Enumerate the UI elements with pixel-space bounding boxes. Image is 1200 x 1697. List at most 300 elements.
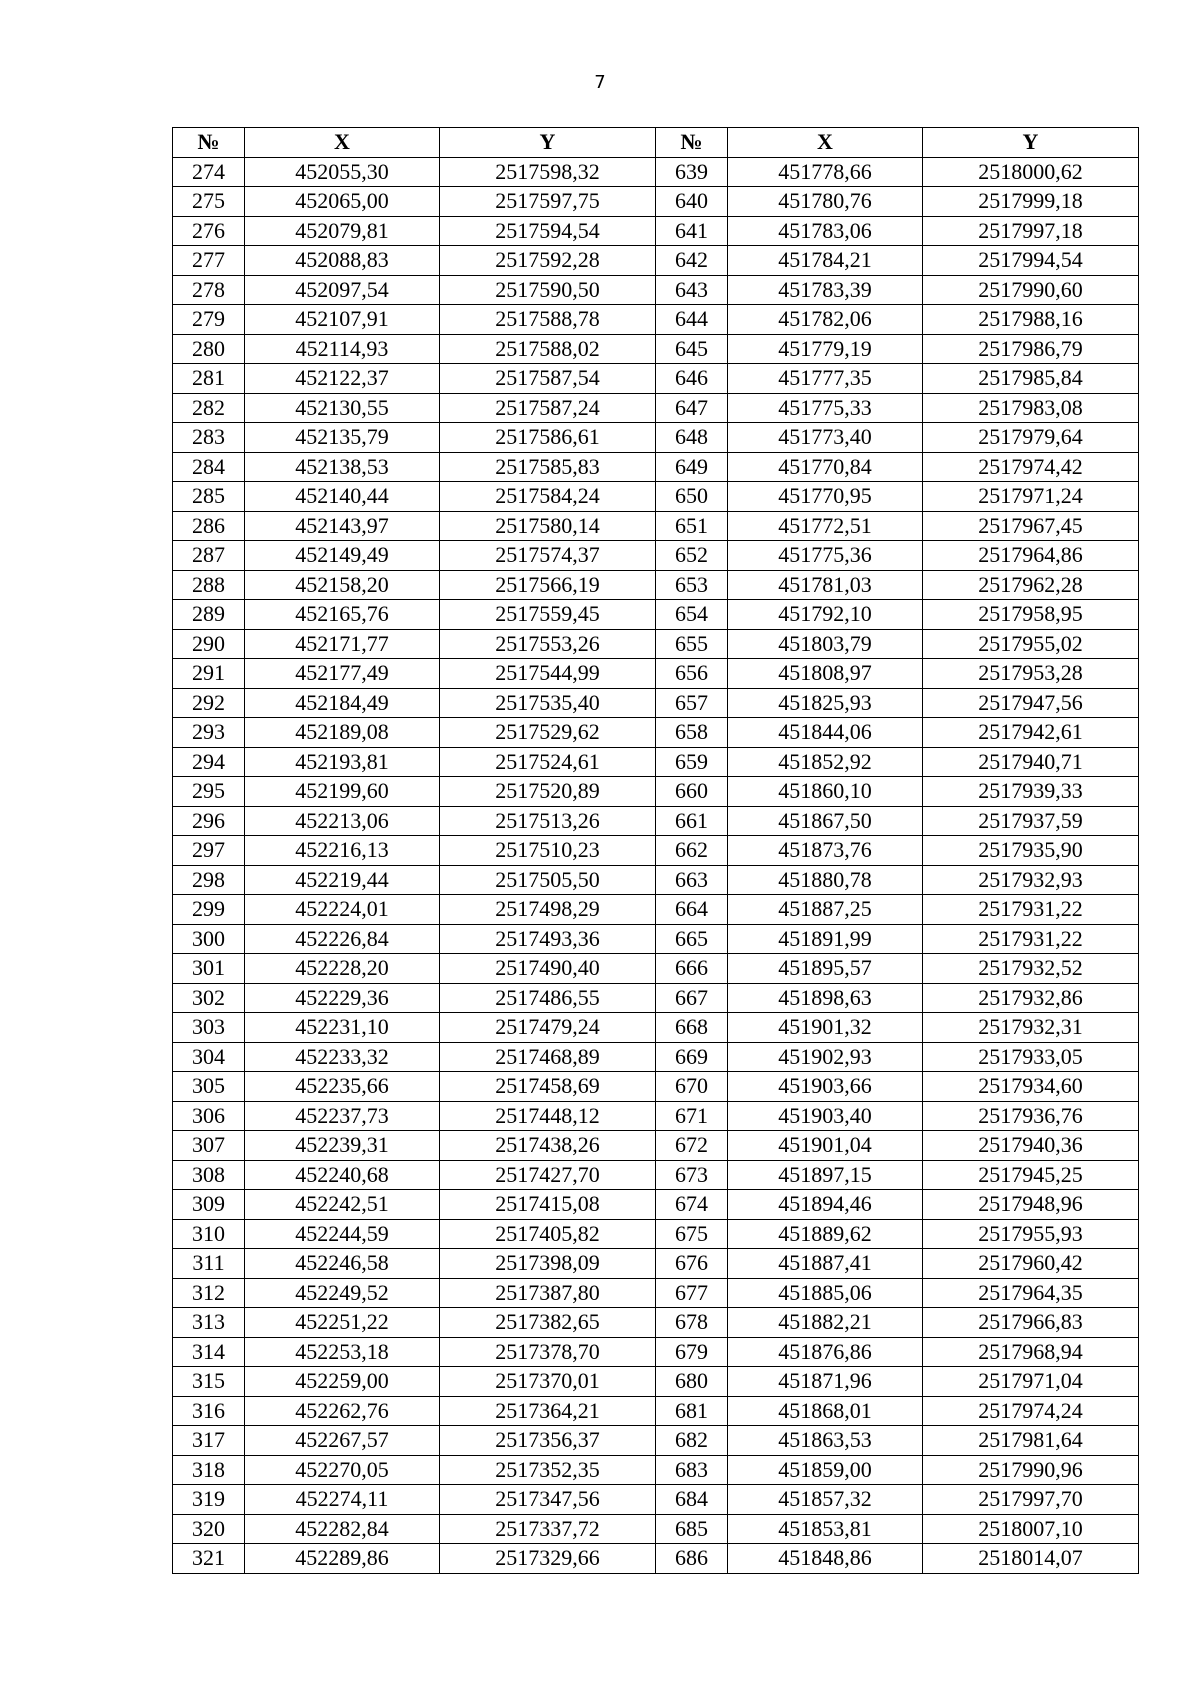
y-coordinate-cell: 2517940,71	[923, 747, 1139, 777]
point-number-cell: 677	[656, 1278, 728, 1308]
x-coordinate-cell: 452055,30	[245, 157, 440, 187]
table-row	[173, 334, 1139, 364]
y-coordinate-cell: 2517387,80	[440, 1278, 656, 1308]
x-coordinate-cell: 452253,18	[245, 1337, 440, 1367]
x-coordinate-cell: 452259,00	[245, 1367, 440, 1397]
x-coordinate-cell: 451887,25	[728, 895, 923, 925]
point-number-cell: 321	[173, 1544, 245, 1574]
x-coordinate-cell: 451887,41	[728, 1249, 923, 1279]
point-number-cell: 654	[656, 600, 728, 630]
point-number-cell: 669	[656, 1042, 728, 1072]
point-number-cell: 300	[173, 924, 245, 954]
y-coordinate-cell: 2517438,26	[440, 1131, 656, 1161]
y-coordinate-cell: 2517505,50	[440, 865, 656, 895]
x-coordinate-cell: 451876,86	[728, 1337, 923, 1367]
x-coordinate-cell: 451844,06	[728, 718, 923, 748]
x-coordinate-cell: 452114,93	[245, 334, 440, 364]
table-row	[173, 541, 1139, 571]
y-coordinate-cell: 2517933,05	[923, 1042, 1139, 1072]
column-header-number-right: №	[656, 128, 728, 158]
table-row	[173, 305, 1139, 335]
point-number-cell: 641	[656, 216, 728, 246]
y-coordinate-cell: 2517955,02	[923, 629, 1139, 659]
table-row	[173, 629, 1139, 659]
column-header-y-left: Y	[440, 128, 656, 158]
y-coordinate-cell: 2517592,28	[440, 246, 656, 276]
table-body	[173, 157, 1139, 1573]
y-coordinate-cell: 2517955,93	[923, 1219, 1139, 1249]
x-coordinate-cell: 452246,58	[245, 1249, 440, 1279]
table-row	[173, 570, 1139, 600]
point-number-cell: 663	[656, 865, 728, 895]
y-coordinate-cell: 2517997,18	[923, 216, 1139, 246]
x-coordinate-cell: 452158,20	[245, 570, 440, 600]
point-number-cell: 671	[656, 1101, 728, 1131]
x-coordinate-cell: 451898,63	[728, 983, 923, 1013]
table-row	[173, 216, 1139, 246]
table-row	[173, 511, 1139, 541]
y-coordinate-cell: 2517524,61	[440, 747, 656, 777]
point-number-cell: 283	[173, 423, 245, 453]
table-row	[173, 924, 1139, 954]
x-coordinate-cell: 452088,83	[245, 246, 440, 276]
x-coordinate-cell: 452079,81	[245, 216, 440, 246]
x-coordinate-cell: 451779,19	[728, 334, 923, 364]
x-coordinate-cell: 452213,06	[245, 806, 440, 836]
x-coordinate-cell: 451863,53	[728, 1426, 923, 1456]
table-row	[173, 482, 1139, 512]
y-coordinate-cell: 2518007,10	[923, 1514, 1139, 1544]
table-row	[173, 1219, 1139, 1249]
x-coordinate-cell: 451770,95	[728, 482, 923, 512]
x-coordinate-cell: 452065,00	[245, 187, 440, 217]
y-coordinate-cell: 2517364,21	[440, 1396, 656, 1426]
point-number-cell: 674	[656, 1190, 728, 1220]
y-coordinate-cell: 2517585,83	[440, 452, 656, 482]
point-number-cell: 279	[173, 305, 245, 335]
point-number-cell: 309	[173, 1190, 245, 1220]
point-number-cell: 643	[656, 275, 728, 305]
y-coordinate-cell: 2517490,40	[440, 954, 656, 984]
y-coordinate-cell: 2517940,36	[923, 1131, 1139, 1161]
point-number-cell: 288	[173, 570, 245, 600]
x-coordinate-cell: 451901,32	[728, 1013, 923, 1043]
x-coordinate-cell: 452267,57	[245, 1426, 440, 1456]
x-coordinate-cell: 452193,81	[245, 747, 440, 777]
point-number-cell: 304	[173, 1042, 245, 1072]
table-row	[173, 983, 1139, 1013]
table-row	[173, 836, 1139, 866]
x-coordinate-cell: 452237,73	[245, 1101, 440, 1131]
y-coordinate-cell: 2517598,32	[440, 157, 656, 187]
y-coordinate-cell: 2517427,70	[440, 1160, 656, 1190]
x-coordinate-cell: 451894,46	[728, 1190, 923, 1220]
point-number-cell: 295	[173, 777, 245, 807]
point-number-cell: 665	[656, 924, 728, 954]
point-number-cell: 298	[173, 865, 245, 895]
point-number-cell: 644	[656, 305, 728, 335]
column-header-number-left: №	[173, 128, 245, 158]
y-coordinate-cell: 2517356,37	[440, 1426, 656, 1456]
x-coordinate-cell: 452235,66	[245, 1072, 440, 1102]
y-coordinate-cell: 2517966,83	[923, 1308, 1139, 1338]
x-coordinate-cell: 451784,21	[728, 246, 923, 276]
table-row	[173, 1396, 1139, 1426]
x-coordinate-cell: 451880,78	[728, 865, 923, 895]
point-number-cell: 302	[173, 983, 245, 1013]
x-coordinate-cell: 451778,66	[728, 157, 923, 187]
point-number-cell: 303	[173, 1013, 245, 1043]
x-coordinate-cell: 452233,32	[245, 1042, 440, 1072]
table-row	[173, 1160, 1139, 1190]
table-row	[173, 393, 1139, 423]
column-header-x-right: X	[728, 128, 923, 158]
table-row	[173, 246, 1139, 276]
point-number-cell: 281	[173, 364, 245, 394]
x-coordinate-cell: 452240,68	[245, 1160, 440, 1190]
point-number-cell: 645	[656, 334, 728, 364]
y-coordinate-cell: 2517553,26	[440, 629, 656, 659]
table-row	[173, 600, 1139, 630]
table-row	[173, 1249, 1139, 1279]
point-number-cell: 311	[173, 1249, 245, 1279]
point-number-cell: 650	[656, 482, 728, 512]
point-number-cell: 313	[173, 1308, 245, 1338]
header-row	[173, 128, 1139, 158]
point-number-cell: 285	[173, 482, 245, 512]
point-number-cell: 642	[656, 246, 728, 276]
table-row	[173, 895, 1139, 925]
point-number-cell: 278	[173, 275, 245, 305]
point-number-cell: 293	[173, 718, 245, 748]
y-coordinate-cell: 2517979,64	[923, 423, 1139, 453]
x-coordinate-cell: 451891,99	[728, 924, 923, 954]
x-coordinate-cell: 451857,32	[728, 1485, 923, 1515]
y-coordinate-cell: 2517945,25	[923, 1160, 1139, 1190]
point-number-cell: 657	[656, 688, 728, 718]
point-number-cell: 664	[656, 895, 728, 925]
point-number-cell: 292	[173, 688, 245, 718]
y-coordinate-cell: 2517997,70	[923, 1485, 1139, 1515]
x-coordinate-cell: 451889,62	[728, 1219, 923, 1249]
y-coordinate-cell: 2517960,42	[923, 1249, 1139, 1279]
x-coordinate-cell: 452097,54	[245, 275, 440, 305]
point-number-cell: 684	[656, 1485, 728, 1515]
y-coordinate-cell: 2517932,93	[923, 865, 1139, 895]
x-coordinate-cell: 452251,22	[245, 1308, 440, 1338]
table-row	[173, 1455, 1139, 1485]
point-number-cell: 666	[656, 954, 728, 984]
x-coordinate-cell: 451781,03	[728, 570, 923, 600]
y-coordinate-cell: 2517584,24	[440, 482, 656, 512]
y-coordinate-cell: 2517493,36	[440, 924, 656, 954]
point-number-cell: 686	[656, 1544, 728, 1574]
point-number-cell: 647	[656, 393, 728, 423]
y-coordinate-cell: 2517948,96	[923, 1190, 1139, 1220]
y-coordinate-cell: 2517968,94	[923, 1337, 1139, 1367]
x-coordinate-cell: 452177,49	[245, 659, 440, 689]
x-coordinate-cell: 452274,11	[245, 1485, 440, 1515]
point-number-cell: 639	[656, 157, 728, 187]
x-coordinate-cell: 451871,96	[728, 1367, 923, 1397]
point-number-cell: 652	[656, 541, 728, 571]
x-coordinate-cell: 451825,93	[728, 688, 923, 718]
x-coordinate-cell: 451770,84	[728, 452, 923, 482]
y-coordinate-cell: 2517587,24	[440, 393, 656, 423]
y-coordinate-cell: 2517983,08	[923, 393, 1139, 423]
x-coordinate-cell: 451868,01	[728, 1396, 923, 1426]
y-coordinate-cell: 2517370,01	[440, 1367, 656, 1397]
y-coordinate-cell: 2517974,24	[923, 1396, 1139, 1426]
x-coordinate-cell: 452231,10	[245, 1013, 440, 1043]
table-row	[173, 157, 1139, 187]
y-coordinate-cell: 2517971,24	[923, 482, 1139, 512]
table-row	[173, 1514, 1139, 1544]
point-number-cell: 676	[656, 1249, 728, 1279]
table-row	[173, 1426, 1139, 1456]
point-number-cell: 290	[173, 629, 245, 659]
point-number-cell: 655	[656, 629, 728, 659]
point-number-cell: 320	[173, 1514, 245, 1544]
y-coordinate-cell: 2517329,66	[440, 1544, 656, 1574]
x-coordinate-cell: 451853,81	[728, 1514, 923, 1544]
page-number: 7	[594, 72, 606, 93]
x-coordinate-cell: 451903,40	[728, 1101, 923, 1131]
point-number-cell: 682	[656, 1426, 728, 1456]
y-coordinate-cell: 2517405,82	[440, 1219, 656, 1249]
table-row	[173, 1101, 1139, 1131]
point-number-cell: 658	[656, 718, 728, 748]
y-coordinate-cell: 2517999,18	[923, 187, 1139, 217]
point-number-cell: 653	[656, 570, 728, 600]
point-number-cell: 312	[173, 1278, 245, 1308]
y-coordinate-cell: 2517964,86	[923, 541, 1139, 571]
y-coordinate-cell: 2517964,35	[923, 1278, 1139, 1308]
x-coordinate-cell: 452138,53	[245, 452, 440, 482]
point-number-cell: 294	[173, 747, 245, 777]
y-coordinate-cell: 2517574,37	[440, 541, 656, 571]
x-coordinate-cell: 451803,79	[728, 629, 923, 659]
point-number-cell: 315	[173, 1367, 245, 1397]
x-coordinate-cell: 451780,76	[728, 187, 923, 217]
point-number-cell: 296	[173, 806, 245, 836]
x-coordinate-cell: 452262,76	[245, 1396, 440, 1426]
point-number-cell: 685	[656, 1514, 728, 1544]
point-number-cell: 314	[173, 1337, 245, 1367]
y-coordinate-cell: 2517990,60	[923, 275, 1139, 305]
y-coordinate-cell: 2517988,16	[923, 305, 1139, 335]
point-number-cell: 317	[173, 1426, 245, 1456]
x-coordinate-cell: 452107,91	[245, 305, 440, 335]
x-coordinate-cell: 452228,20	[245, 954, 440, 984]
table-row	[173, 659, 1139, 689]
y-coordinate-cell: 2517932,86	[923, 983, 1139, 1013]
x-coordinate-cell: 452189,08	[245, 718, 440, 748]
y-coordinate-cell: 2517559,45	[440, 600, 656, 630]
point-number-cell: 274	[173, 157, 245, 187]
x-coordinate-cell: 451860,10	[728, 777, 923, 807]
y-coordinate-cell: 2517529,62	[440, 718, 656, 748]
y-coordinate-cell: 2517580,14	[440, 511, 656, 541]
y-coordinate-cell: 2517586,61	[440, 423, 656, 453]
point-number-cell: 672	[656, 1131, 728, 1161]
column-header-y-right: Y	[923, 128, 1139, 158]
point-number-cell: 681	[656, 1396, 728, 1426]
table-row	[173, 865, 1139, 895]
x-coordinate-cell: 451775,36	[728, 541, 923, 571]
x-coordinate-cell: 451897,15	[728, 1160, 923, 1190]
x-coordinate-cell: 452242,51	[245, 1190, 440, 1220]
y-coordinate-cell: 2517535,40	[440, 688, 656, 718]
y-coordinate-cell: 2517468,89	[440, 1042, 656, 1072]
y-coordinate-cell: 2517566,19	[440, 570, 656, 600]
point-number-cell: 282	[173, 393, 245, 423]
x-coordinate-cell: 451848,86	[728, 1544, 923, 1574]
x-coordinate-cell: 452199,60	[245, 777, 440, 807]
table-row	[173, 1308, 1139, 1338]
y-coordinate-cell: 2517448,12	[440, 1101, 656, 1131]
x-coordinate-cell: 451773,40	[728, 423, 923, 453]
point-number-cell: 297	[173, 836, 245, 866]
point-number-cell: 275	[173, 187, 245, 217]
y-coordinate-cell: 2517544,99	[440, 659, 656, 689]
table-row	[173, 452, 1139, 482]
point-number-cell: 649	[656, 452, 728, 482]
point-number-cell: 280	[173, 334, 245, 364]
x-coordinate-cell: 452244,59	[245, 1219, 440, 1249]
point-number-cell: 646	[656, 364, 728, 394]
x-coordinate-cell: 452224,01	[245, 895, 440, 925]
y-coordinate-cell: 2517935,90	[923, 836, 1139, 866]
y-coordinate-cell: 2517588,78	[440, 305, 656, 335]
point-number-cell: 287	[173, 541, 245, 571]
point-number-cell: 277	[173, 246, 245, 276]
point-number-cell: 305	[173, 1072, 245, 1102]
y-coordinate-cell: 2517934,60	[923, 1072, 1139, 1102]
y-coordinate-cell: 2517986,79	[923, 334, 1139, 364]
point-number-cell: 661	[656, 806, 728, 836]
x-coordinate-cell: 451867,50	[728, 806, 923, 836]
table-row	[173, 777, 1139, 807]
x-coordinate-cell: 451902,93	[728, 1042, 923, 1072]
point-number-cell: 640	[656, 187, 728, 217]
x-coordinate-cell: 452143,97	[245, 511, 440, 541]
point-number-cell: 308	[173, 1160, 245, 1190]
y-coordinate-cell: 2517971,04	[923, 1367, 1139, 1397]
point-number-cell: 675	[656, 1219, 728, 1249]
point-number-cell: 659	[656, 747, 728, 777]
y-coordinate-cell: 2517513,26	[440, 806, 656, 836]
y-coordinate-cell: 2517990,96	[923, 1455, 1139, 1485]
y-coordinate-cell: 2518000,62	[923, 157, 1139, 187]
x-coordinate-cell: 452270,05	[245, 1455, 440, 1485]
table-row	[173, 1013, 1139, 1043]
x-coordinate-cell: 452226,84	[245, 924, 440, 954]
x-coordinate-cell: 451772,51	[728, 511, 923, 541]
table-row	[173, 1131, 1139, 1161]
table-row	[173, 747, 1139, 777]
point-number-cell: 276	[173, 216, 245, 246]
y-coordinate-cell: 2517415,08	[440, 1190, 656, 1220]
point-number-cell: 299	[173, 895, 245, 925]
x-coordinate-cell: 451808,97	[728, 659, 923, 689]
table-row	[173, 1190, 1139, 1220]
y-coordinate-cell: 2517352,35	[440, 1455, 656, 1485]
point-number-cell: 656	[656, 659, 728, 689]
y-coordinate-cell: 2517597,75	[440, 187, 656, 217]
y-coordinate-cell: 2517937,59	[923, 806, 1139, 836]
point-number-cell: 316	[173, 1396, 245, 1426]
table-row	[173, 423, 1139, 453]
x-coordinate-cell: 452289,86	[245, 1544, 440, 1574]
table-row	[173, 1485, 1139, 1515]
x-coordinate-cell: 451901,04	[728, 1131, 923, 1161]
y-coordinate-cell: 2517458,69	[440, 1072, 656, 1102]
point-number-cell: 291	[173, 659, 245, 689]
x-coordinate-cell: 452216,13	[245, 836, 440, 866]
y-coordinate-cell: 2518014,07	[923, 1544, 1139, 1574]
point-number-cell: 679	[656, 1337, 728, 1367]
table-row	[173, 1337, 1139, 1367]
point-number-cell: 310	[173, 1219, 245, 1249]
point-number-cell: 651	[656, 511, 728, 541]
table-row	[173, 806, 1139, 836]
y-coordinate-cell: 2517974,42	[923, 452, 1139, 482]
y-coordinate-cell: 2517953,28	[923, 659, 1139, 689]
x-coordinate-cell: 451859,00	[728, 1455, 923, 1485]
x-coordinate-cell: 452239,31	[245, 1131, 440, 1161]
y-coordinate-cell: 2517590,50	[440, 275, 656, 305]
x-coordinate-cell: 451783,06	[728, 216, 923, 246]
table-row	[173, 1072, 1139, 1102]
x-coordinate-cell: 452219,44	[245, 865, 440, 895]
point-number-cell: 662	[656, 836, 728, 866]
y-coordinate-cell: 2517958,95	[923, 600, 1139, 630]
y-coordinate-cell: 2517932,52	[923, 954, 1139, 984]
x-coordinate-cell: 451903,66	[728, 1072, 923, 1102]
point-number-cell: 668	[656, 1013, 728, 1043]
y-coordinate-cell: 2517931,22	[923, 895, 1139, 925]
y-coordinate-cell: 2517498,29	[440, 895, 656, 925]
y-coordinate-cell: 2517936,76	[923, 1101, 1139, 1131]
point-number-cell: 306	[173, 1101, 245, 1131]
x-coordinate-cell: 452165,76	[245, 600, 440, 630]
table-row	[173, 954, 1139, 984]
x-coordinate-cell: 451775,33	[728, 393, 923, 423]
x-coordinate-cell: 452249,52	[245, 1278, 440, 1308]
x-coordinate-cell: 451885,06	[728, 1278, 923, 1308]
x-coordinate-cell: 452229,36	[245, 983, 440, 1013]
column-header-x-left: X	[245, 128, 440, 158]
point-number-cell: 670	[656, 1072, 728, 1102]
table-row	[173, 1042, 1139, 1072]
point-number-cell: 673	[656, 1160, 728, 1190]
x-coordinate-cell: 452149,49	[245, 541, 440, 571]
y-coordinate-cell: 2517967,45	[923, 511, 1139, 541]
table-row	[173, 1367, 1139, 1397]
table-row	[173, 718, 1139, 748]
y-coordinate-cell: 2517994,54	[923, 246, 1139, 276]
x-coordinate-cell: 451882,21	[728, 1308, 923, 1338]
y-coordinate-cell: 2517486,55	[440, 983, 656, 1013]
point-number-cell: 301	[173, 954, 245, 984]
point-number-cell: 289	[173, 600, 245, 630]
y-coordinate-cell: 2517962,28	[923, 570, 1139, 600]
x-coordinate-cell: 451852,92	[728, 747, 923, 777]
y-coordinate-cell: 2517981,64	[923, 1426, 1139, 1456]
y-coordinate-cell: 2517985,84	[923, 364, 1139, 394]
y-coordinate-cell: 2517947,56	[923, 688, 1139, 718]
